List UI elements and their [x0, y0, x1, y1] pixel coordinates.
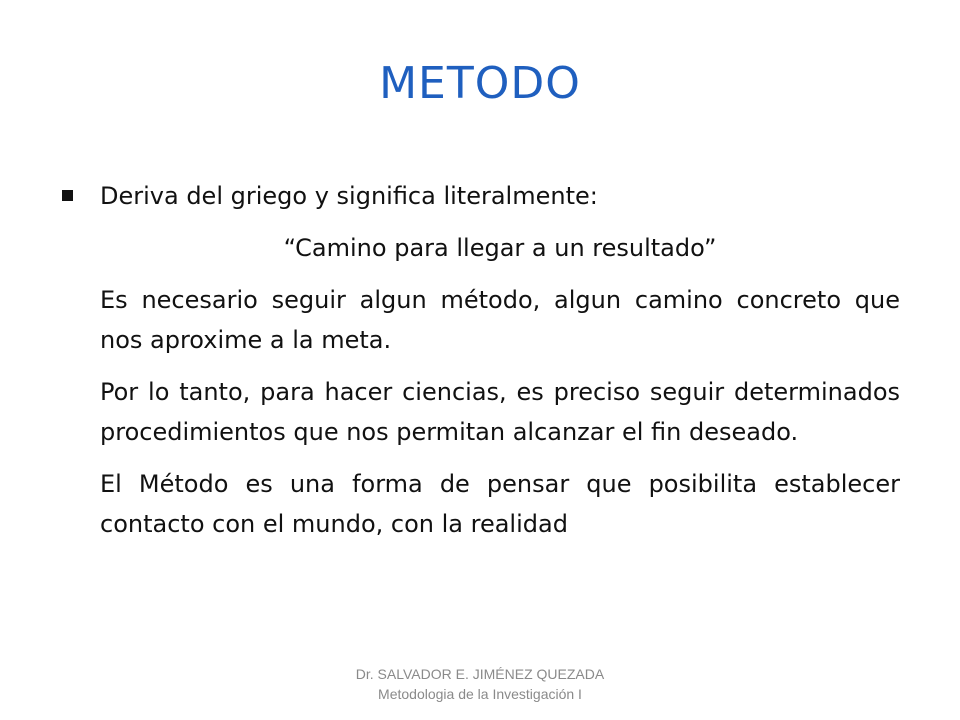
square-bullet-icon [62, 190, 73, 201]
slide-content [62, 176, 900, 544]
slide-title: METODO [379, 58, 581, 109]
indented-block [100, 228, 900, 544]
paragraph-2: Por lo tanto, para hacer ciencias, es preciso seguir determinados procedimientos que nos permitan alcanzar el fin deseado. [100, 378, 900, 446]
bullet-item [62, 176, 900, 216]
quote-text: “Camino para llegar a un resultado” [283, 234, 717, 262]
bullet-text: Deriva del griego y significa literalmente: [100, 182, 598, 210]
paragraph-1: Es necesario seguir algun método, algun camino concreto que nos aproxime a la meta. [100, 286, 900, 354]
footer-course: Metodologia de la Investigación I [378, 686, 582, 702]
slide-footer [0, 664, 960, 704]
footer-author: Dr. SALVADOR E. JIMÉNEZ QUEZADA [355, 666, 605, 682]
paragraph-3: El Método es una forma de pensar que posibilita establecer contacto con el mundo, con la realidad [100, 470, 900, 538]
